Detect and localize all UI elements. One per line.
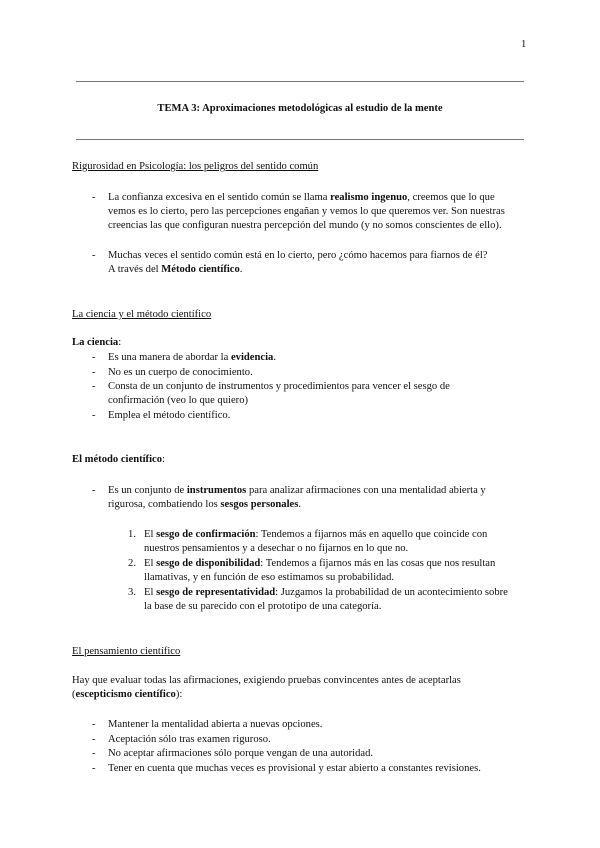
paragraph-line: Es un conjunto de instrumentos para analizar afirmaciones con una mentalidad abierta y bbox=[108, 485, 486, 496]
item-number: 1. bbox=[128, 529, 136, 540]
bullet-dash: - bbox=[92, 192, 96, 203]
paragraph-line: (escepticismo científico): bbox=[72, 689, 183, 700]
list-item: confirmación (veo lo que quiero) bbox=[108, 395, 249, 406]
page-number: 1 bbox=[521, 39, 527, 50]
list-item: Emplea el método científico. bbox=[108, 410, 231, 421]
paragraph-line: vemos es lo cierto, pero las percepciones engañan y vemos lo que queremos ver. Son nuestras bbox=[108, 206, 505, 217]
numbered-item: llamativas, y en función de eso estimamos su probabilidad. bbox=[144, 572, 395, 583]
list-item: Consta de un conjunto de instrumentos y procedimientos para vencer el sesgo de bbox=[108, 381, 450, 392]
numbered-item: El sesgo de representatividad: Juzgamos la probabilidad de un acontecimiento sobre bbox=[144, 587, 508, 598]
paragraph-line: La confianza excesiva en el sentido común se llama realismo ingenuo, creemos que lo que bbox=[108, 192, 495, 203]
list-item: Aceptación sólo tras examen riguroso. bbox=[108, 734, 271, 745]
item-number: 2. bbox=[128, 558, 136, 569]
numbered-item: El sesgo de disponibilidad: Tendemos a fijarnos más en las cosas que nos resultan bbox=[144, 558, 496, 569]
bullet-dash: - bbox=[92, 719, 96, 730]
paragraph-line: Muchas veces el sentido común está en lo cierto, pero ¿cómo hacemos para fiarnos de él? bbox=[108, 250, 488, 261]
section-heading-rigurosidad: Rigurosidad en Psicología: los peligros del sentido común bbox=[72, 161, 319, 172]
subheading-metodo-cientifico: El método científico: bbox=[72, 454, 165, 465]
bullet-dash: - bbox=[92, 250, 96, 261]
bullet-dash: - bbox=[92, 734, 96, 745]
section-heading-pensamiento: El pensamiento científico bbox=[72, 646, 181, 657]
numbered-item: nuestros pensamientos y a desechar o no fijarnos en lo que no. bbox=[144, 543, 409, 554]
item-number: 3. bbox=[128, 587, 136, 598]
section-heading-ciencia: La ciencia y el método científico bbox=[72, 309, 212, 320]
subheading-la-ciencia: La ciencia: bbox=[72, 337, 122, 348]
list-item: Es una manera de abordar la evidencia. bbox=[108, 352, 276, 363]
numbered-item: la base de su parecido con el prototipo de una categoría. bbox=[144, 601, 382, 612]
paragraph-line: rigurosa, combatiendo los sesgos personales. bbox=[108, 499, 302, 510]
bullet-dash: - bbox=[92, 381, 96, 392]
paragraph-line: creencias las que configuran nuestra percepción del mundo (y no somos conscientes de ello). bbox=[108, 220, 502, 231]
list-item: Mantener la mentalidad abierta a nuevas opciones. bbox=[108, 719, 323, 730]
paragraph-line: A través del Método científico. bbox=[108, 264, 243, 275]
bullet-dash: - bbox=[92, 367, 96, 378]
bullet-dash: - bbox=[92, 748, 96, 759]
list-item: No es un cuerpo de conocimiento. bbox=[108, 367, 253, 378]
bullet-dash: - bbox=[92, 352, 96, 363]
numbered-item: El sesgo de confirmación: Tendemos a fijarnos más en aquello que coincide con bbox=[144, 529, 488, 540]
bullet-dash: - bbox=[92, 410, 96, 421]
top-rule bbox=[76, 81, 524, 82]
paragraph-line: Hay que evaluar todas las afirmaciones, exigiendo pruebas convincentes antes de aceptarlas bbox=[72, 675, 461, 686]
list-item: Tener en cuenta que muchas veces es provisional y estar abierto a constantes revisiones. bbox=[108, 763, 481, 774]
bottom-rule bbox=[76, 139, 524, 140]
document-title: TEMA 3: Aproximaciones metodológicas al estudio de la mente bbox=[157, 103, 443, 114]
bullet-dash: - bbox=[92, 485, 96, 496]
bullet-dash: - bbox=[92, 763, 96, 774]
list-item: No aceptar afirmaciones sólo porque vengan de una autoridad. bbox=[108, 748, 374, 759]
